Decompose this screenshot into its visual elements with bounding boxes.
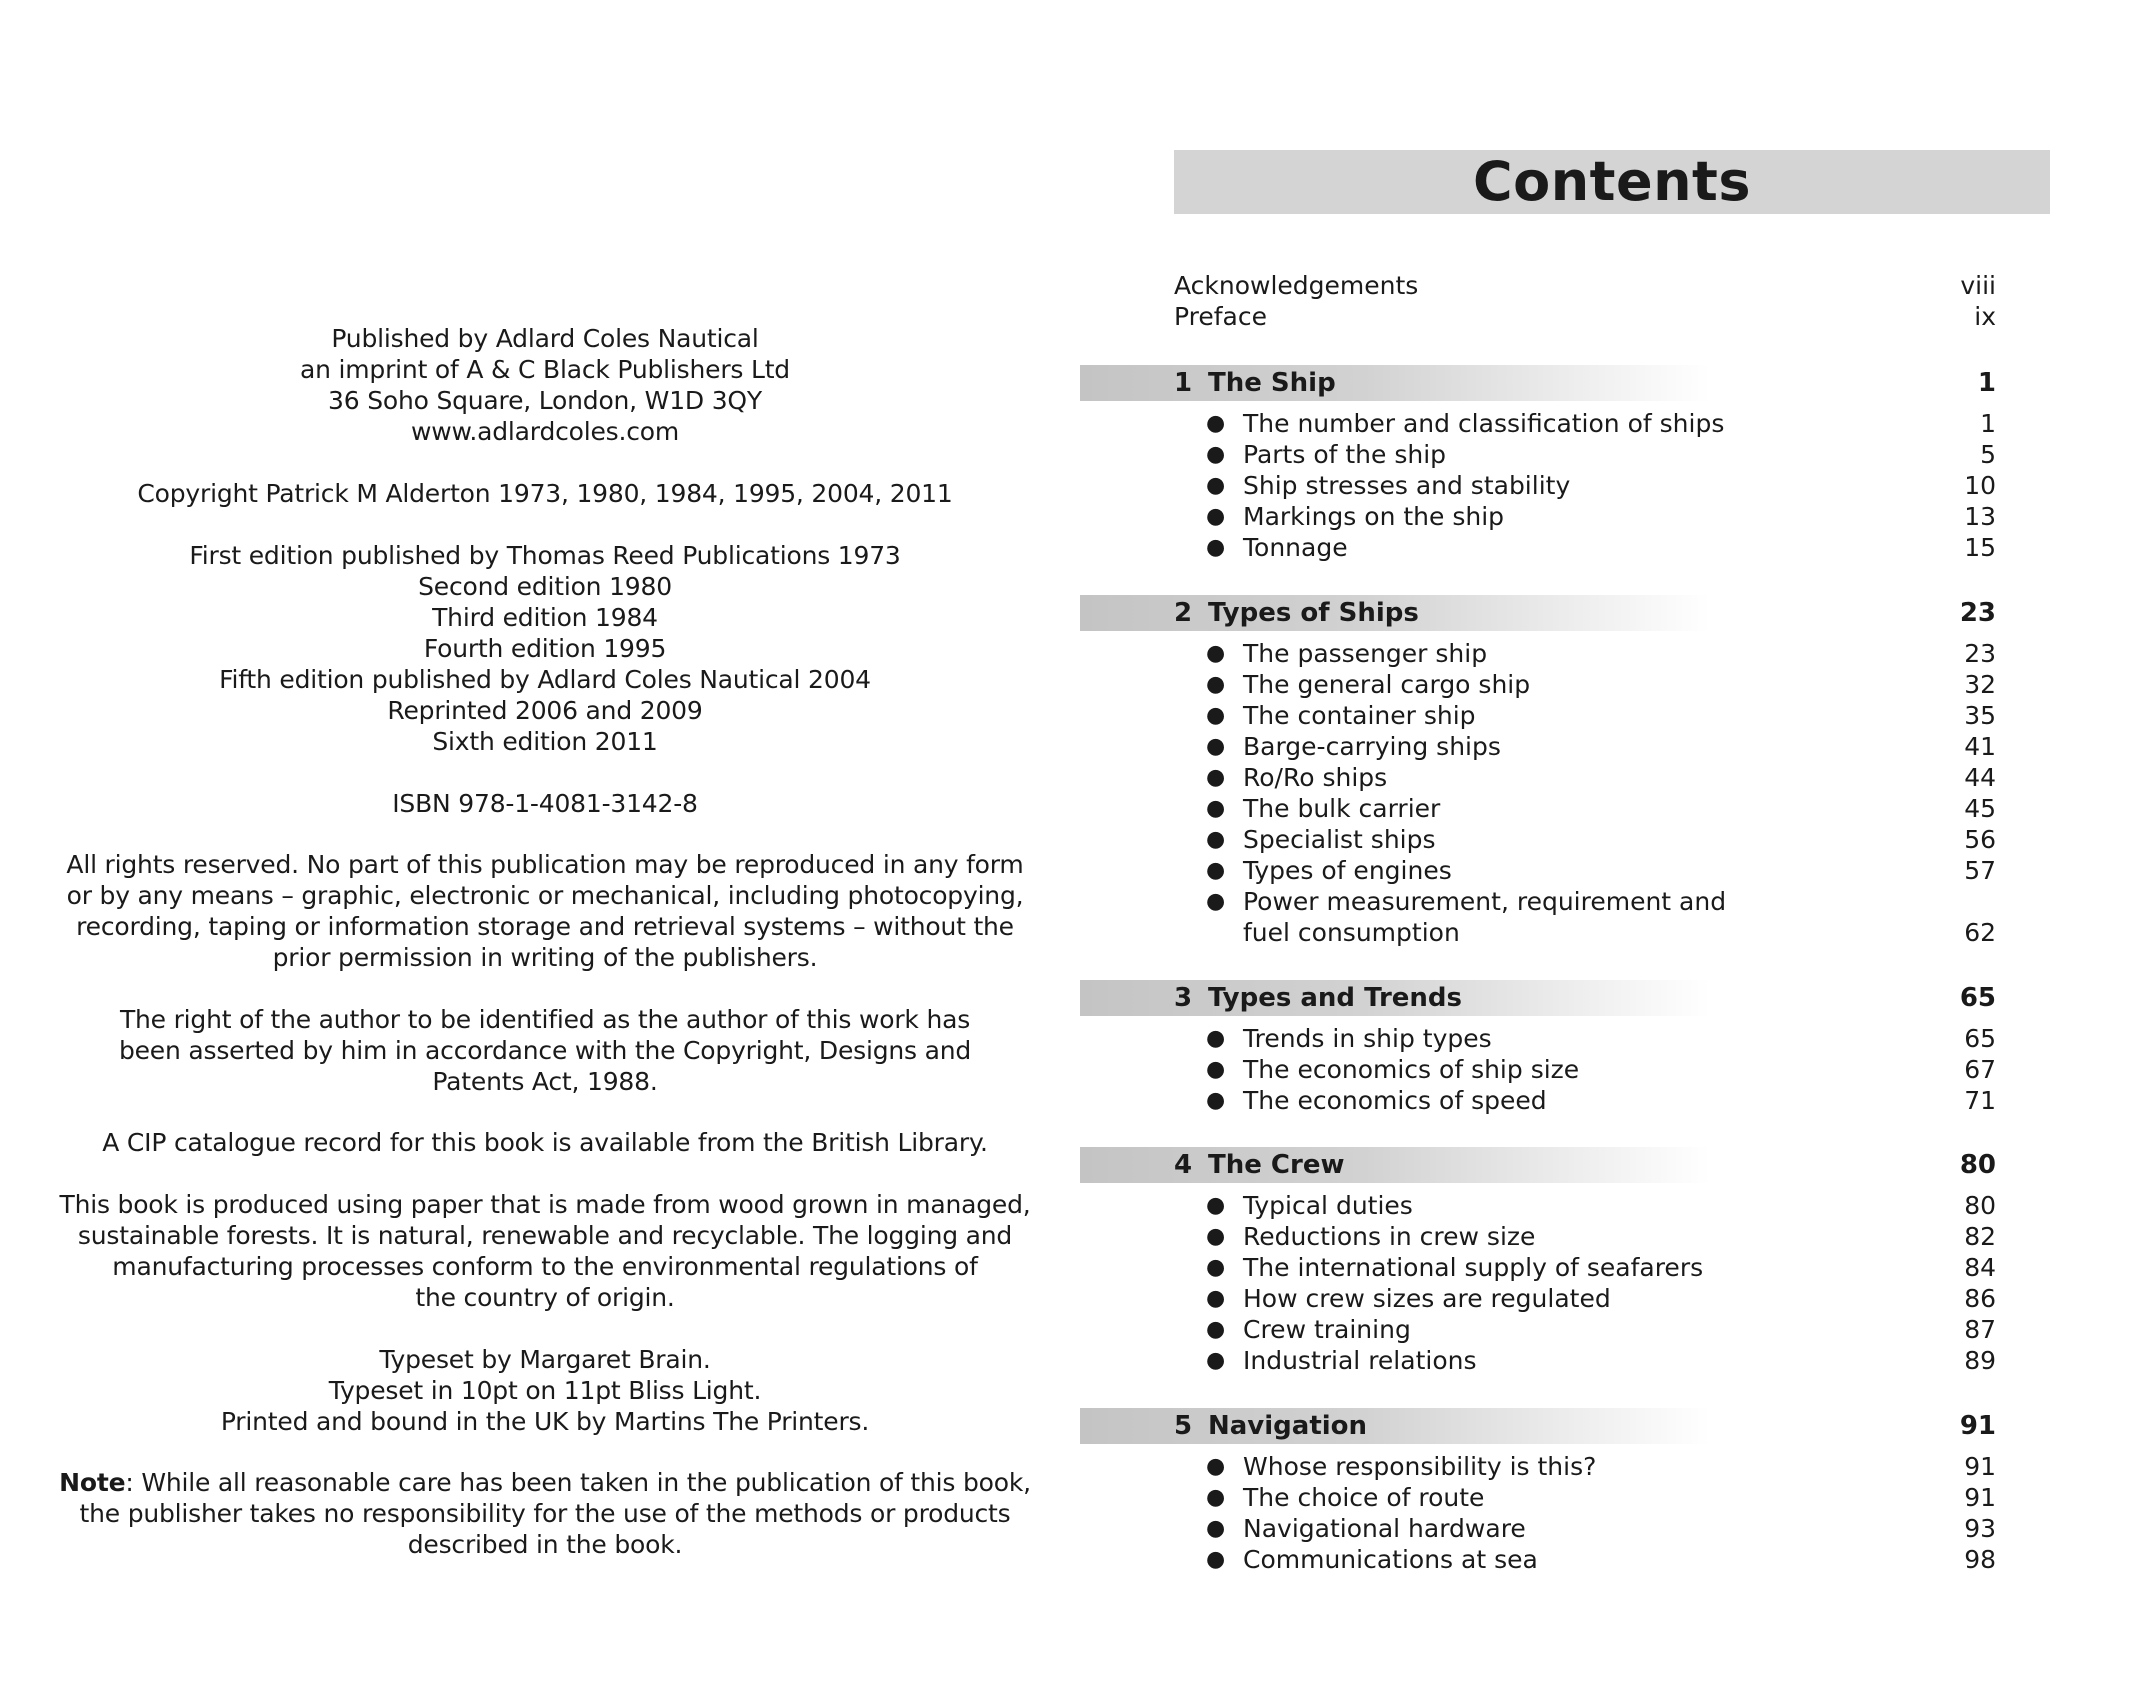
bullet-icon: ● [1206, 1516, 1226, 1541]
chapter-page-number: 91 [1959, 1411, 1996, 1441]
bullet-icon: ● [1206, 1057, 1226, 1082]
toc-item[interactable] [1080, 700, 1996, 731]
toc-item-label: Tonnage [1243, 533, 1348, 562]
chapter-page-number: 80 [1959, 1150, 1996, 1180]
chapter-title: Types of Ships [1208, 598, 1419, 628]
paper-line: sustainable forests. It is natural, renewable and recyclable. The logging and [77, 1221, 1013, 1250]
toc-page-number: 45 [1964, 794, 1996, 823]
toc-item-label: Typical duties [1243, 1191, 1413, 1220]
toc-page-number: 62 [1964, 918, 1996, 947]
note-line: described in the book. [407, 1530, 683, 1559]
toc-item[interactable] [1080, 1283, 1996, 1314]
toc-item-label: Whose responsibility is this? [1243, 1452, 1597, 1481]
contents-page [1080, 0, 2136, 1697]
toc-item[interactable] [1080, 1190, 1996, 1221]
typeset-line: Typeset in 10pt on 11pt Bliss Light. [328, 1376, 762, 1405]
toc-item-label: Crew training [1243, 1315, 1411, 1344]
toc-page-number: 57 [1964, 856, 1996, 885]
toc-page-number: 35 [1964, 701, 1996, 730]
edition-line: Fourth edition 1995 [423, 634, 667, 663]
toc-item[interactable] [1080, 1054, 1996, 1085]
bullet-icon: ● [1206, 1286, 1226, 1311]
toc-item-label: How crew sizes are regulated [1243, 1284, 1611, 1313]
rights-line: prior permission in writing of the publishers. [272, 943, 818, 972]
toc-item[interactable] [1080, 1085, 1996, 1116]
toc-item-label: The container ship [1243, 701, 1476, 730]
toc-item-label: The economics of ship size [1243, 1055, 1580, 1084]
bullet-icon: ● [1206, 1485, 1226, 1510]
chapter-5-heading[interactable] [1080, 1408, 1996, 1444]
bullet-icon: ● [1206, 827, 1226, 852]
rights-block [40, 849, 1050, 973]
toc-item-label: Markings on the ship [1243, 502, 1505, 531]
bullet-icon: ● [1206, 1088, 1226, 1113]
toc-page-number: 5 [1980, 440, 1996, 469]
bullet-icon: ● [1206, 858, 1226, 883]
typeset-block [40, 1344, 1050, 1437]
toc-page-number: 91 [1964, 1483, 1996, 1512]
chapter-1-heading[interactable] [1080, 365, 1996, 401]
note-line [40, 1467, 1050, 1498]
toc-item-label: Parts of the ship [1243, 440, 1447, 469]
typeset-line: Printed and bound in the UK by Martins The Printers. [220, 1407, 870, 1436]
bullet-icon: ● [1206, 473, 1226, 498]
toc-item-label: Navigational hardware [1243, 1514, 1526, 1543]
chapter-title: Navigation [1208, 1411, 1368, 1441]
bullet-icon: ● [1206, 1317, 1226, 1342]
toc-item[interactable] [1080, 1482, 1996, 1513]
toc-item-label: The passenger ship [1243, 639, 1488, 668]
note-block [40, 1467, 1050, 1560]
bullet-icon: ● [1206, 411, 1226, 436]
bullet-icon: ● [1206, 734, 1226, 759]
toc-entry-preface[interactable] [1174, 301, 1996, 332]
toc-item-label: The choice of route [1243, 1483, 1485, 1512]
toc-item[interactable] [1080, 1023, 1996, 1054]
toc-page-number: 87 [1964, 1315, 1996, 1344]
toc-item-label: Types of engines [1243, 856, 1452, 885]
toc-page-number: viii [1960, 271, 1996, 300]
toc-item[interactable] [1080, 408, 1996, 439]
toc-item[interactable] [1080, 824, 1996, 855]
toc-item-label: Communications at sea [1243, 1545, 1538, 1574]
toc-item-label: The economics of speed [1243, 1086, 1547, 1115]
bullet-icon: ● [1206, 535, 1226, 560]
chapter-page-number: 23 [1959, 598, 1996, 628]
toc-item-label: The international supply of seafarers [1243, 1253, 1704, 1282]
rights-line: or by any means – graphic, electronic or mechanical, including photocopying, [66, 881, 1024, 910]
bullet-icon: ● [1206, 1224, 1226, 1249]
author-rights-block [40, 1004, 1050, 1097]
edition-line: Third edition 1984 [432, 603, 658, 632]
imprint-line: an imprint of A & C Black Publishers Ltd [300, 355, 790, 384]
cip-line: A CIP catalogue record for this book is available from the British Library. [102, 1128, 988, 1157]
rights-line: All rights reserved. No part of this publication may be reproduced in any form [66, 850, 1024, 879]
bullet-icon: ● [1206, 1454, 1226, 1479]
copyright-line: Copyright Patrick M Alderton 1973, 1980, 1984, 1995, 2004, 2011 [137, 479, 953, 508]
toc-item-label: Barge-carrying ships [1243, 732, 1501, 761]
edition-line: Reprinted 2006 and 2009 [387, 696, 703, 725]
toc-item[interactable] [1080, 1252, 1996, 1283]
chapter-number: 2 [1174, 598, 1193, 628]
bullet-icon: ● [1206, 765, 1226, 790]
toc-page-number: 93 [1964, 1514, 1996, 1543]
toc-page-number: 15 [1964, 533, 1996, 562]
isbn-block [40, 788, 1050, 819]
toc-item[interactable] [1080, 731, 1996, 762]
rights-line: recording, taping or information storage and retrieval systems – without the [76, 912, 1014, 941]
toc-page-number: 13 [1964, 502, 1996, 531]
isbn-line: ISBN 978-1-4081-3142-8 [392, 789, 698, 818]
toc-item-continuation[interactable] [1080, 917, 1996, 948]
chapter-4-heading[interactable] [1080, 1147, 1996, 1183]
imprint-line: Published by Adlard Coles Nautical [331, 324, 759, 353]
contents-title-bar [1174, 150, 2050, 214]
paper-block [40, 1189, 1050, 1313]
edition-line: First edition published by Thomas Reed Publications 1973 [189, 541, 901, 570]
toc-page-number: 41 [1964, 732, 1996, 761]
toc-item-label: fuel consumption [1243, 918, 1460, 947]
bullet-icon: ● [1206, 889, 1226, 914]
author-rights-line: been asserted by him in accordance with the Copyright, Designs and [118, 1036, 972, 1065]
toc-page-number: 67 [1964, 1055, 1996, 1084]
toc-item[interactable] [1080, 1451, 1996, 1482]
toc-item[interactable] [1080, 1314, 1996, 1345]
note-line: the publisher takes no responsibility for the use of the methods or products [79, 1499, 1011, 1528]
bullet-icon: ● [1206, 703, 1226, 728]
bullet-icon: ● [1206, 641, 1226, 666]
edition-line: Second edition 1980 [418, 572, 672, 601]
toc-item[interactable] [1080, 669, 1996, 700]
toc-item[interactable] [1080, 439, 1996, 470]
toc-item-label: Ro/Ro ships [1243, 763, 1388, 792]
toc-item-label: Industrial relations [1243, 1346, 1477, 1375]
imprint-line: 36 Soho Square, London, W1D 3QY [328, 386, 762, 415]
bullet-icon: ● [1206, 1348, 1226, 1373]
toc-item-label: The general cargo ship [1243, 670, 1531, 699]
toc-item-label: The bulk carrier [1243, 794, 1441, 823]
toc-item[interactable] [1080, 532, 1996, 563]
edition-line: Sixth edition 2011 [432, 727, 658, 756]
toc-item[interactable] [1080, 1544, 1996, 1575]
toc-page-number: 89 [1964, 1346, 1996, 1375]
bullet-icon: ● [1206, 504, 1226, 529]
toc-page-number: 32 [1964, 670, 1996, 699]
toc-entry-acknowledgements[interactable] [1174, 270, 1996, 301]
editions-block [40, 540, 1050, 757]
toc-page-number: 1 [1980, 409, 1996, 438]
chapter-title: The Ship [1208, 368, 1336, 398]
chapter-number: 3 [1174, 983, 1193, 1013]
bullet-icon: ● [1206, 1255, 1226, 1280]
toc-page-number: 65 [1964, 1024, 1996, 1053]
chapter-2-heading[interactable] [1080, 595, 1996, 631]
page-title: Contents [1472, 150, 1751, 213]
toc-item-label: Specialist ships [1243, 825, 1436, 854]
chapter-number: 1 [1174, 368, 1193, 398]
toc-page-number: 44 [1964, 763, 1996, 792]
toc-item[interactable] [1080, 501, 1996, 532]
bullet-icon: ● [1206, 672, 1226, 697]
paper-line: This book is produced using paper that is made from wood grown in managed, [59, 1190, 1031, 1219]
author-rights-line: Patents Act, 1988. [432, 1067, 658, 1096]
bullet-icon: ● [1206, 796, 1226, 821]
toc-page-number: 98 [1964, 1545, 1996, 1574]
chapter-title: Types and Trends [1208, 983, 1463, 1013]
toc-item-label: Power measurement, requirement and [1243, 887, 1727, 916]
imprint-line: www.adlardcoles.com [410, 417, 680, 446]
toc-item[interactable] [1080, 470, 1996, 501]
toc-page-number: ix [1974, 302, 1996, 331]
toc-page-number: 10 [1964, 471, 1996, 500]
chapter-number: 4 [1174, 1150, 1193, 1180]
chapter-page-number: 65 [1959, 983, 1996, 1013]
toc-page-number: 86 [1964, 1284, 1996, 1313]
toc-item-label: Trends in ship types [1243, 1024, 1492, 1053]
toc-entry-label: Preface [1174, 302, 1267, 331]
toc-item[interactable] [1080, 1221, 1996, 1252]
toc-item[interactable] [1080, 886, 1996, 917]
toc-item[interactable] [1080, 855, 1996, 886]
bullet-icon: ● [1206, 442, 1226, 467]
toc-item[interactable] [1080, 793, 1996, 824]
toc-item[interactable] [1080, 762, 1996, 793]
toc-item-label: The number and classification of ships [1243, 409, 1725, 438]
toc-item[interactable] [1080, 1513, 1996, 1544]
edition-line: Fifth edition published by Adlard Coles Nautical 2004 [219, 665, 871, 694]
toc-item[interactable] [1080, 638, 1996, 669]
toc-page-number: 91 [1964, 1452, 1996, 1481]
toc-entry-label: Acknowledgements [1174, 271, 1419, 300]
chapter-title: The Crew [1208, 1150, 1345, 1180]
toc-page-number: 56 [1964, 825, 1996, 854]
toc-item-label: Ship stresses and stability [1243, 471, 1571, 500]
typeset-line: Typeset by Margaret Brain. [379, 1345, 711, 1374]
bullet-icon: ● [1206, 1193, 1226, 1218]
note-label: Note [59, 1468, 126, 1497]
publisher-block [40, 323, 1050, 447]
toc-page-number: 23 [1964, 639, 1996, 668]
cip-block [40, 1127, 1050, 1158]
toc-page-number: 71 [1964, 1086, 1996, 1115]
bullet-icon: ● [1206, 1547, 1226, 1572]
toc-item[interactable] [1080, 1345, 1996, 1376]
toc-page-number: 84 [1964, 1253, 1996, 1282]
bullet-icon: ● [1206, 1026, 1226, 1051]
copyright-block [40, 478, 1050, 509]
paper-line: the country of origin. [415, 1283, 675, 1312]
chapter-3-heading[interactable] [1080, 980, 1996, 1016]
author-rights-line: The right of the author to be identified as the author of this work has [119, 1005, 971, 1034]
toc-page-number: 80 [1964, 1191, 1996, 1220]
chapter-number: 5 [1174, 1411, 1193, 1441]
note-text: : While all reasonable care has been taken in the publication of this book, [125, 1468, 1031, 1497]
paper-line: manufacturing processes conform to the environmental regulations of [112, 1252, 978, 1281]
chapter-page-number: 1 [1977, 368, 1996, 398]
toc-page-number: 82 [1964, 1222, 1996, 1251]
toc-item-label: Reductions in crew size [1243, 1222, 1536, 1251]
